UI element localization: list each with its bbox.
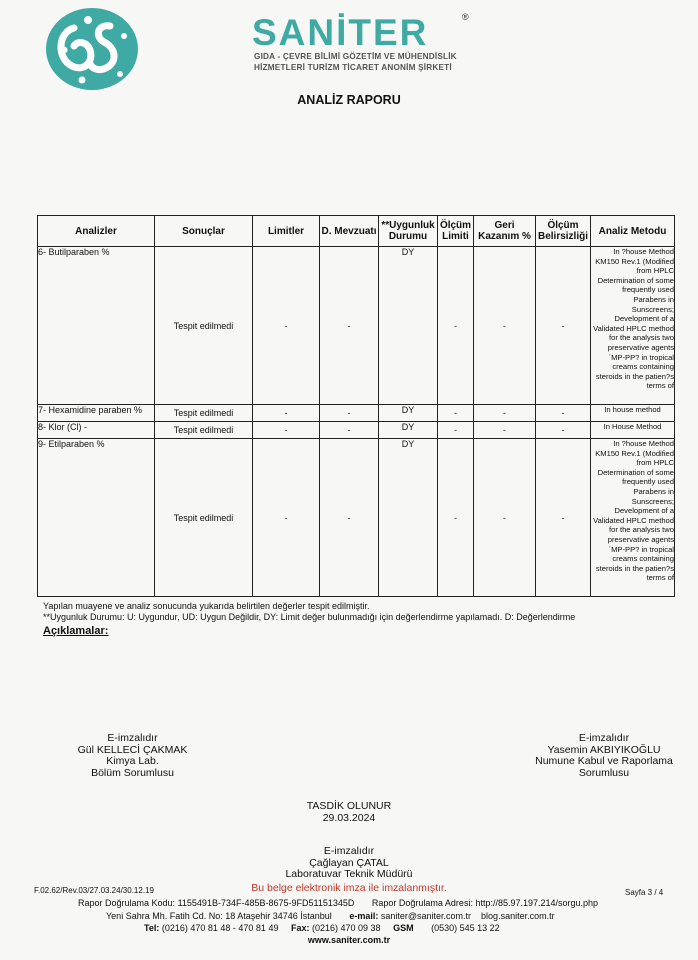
method-cell: In House Method — [591, 422, 675, 439]
header-cell: Analizler — [38, 216, 155, 247]
conformity-cell: DY — [379, 247, 438, 405]
result-cell: Tespit edilmedi — [155, 439, 253, 597]
conformity-cell: DY — [379, 422, 438, 439]
header-cell: D. Mevzuatı — [320, 216, 379, 247]
measurement-limit-cell: - — [438, 247, 474, 405]
result-note: Yapılan muayene ve analiz sonucunda yukarıda belirtilen değerler tespit edilmiştir. — [43, 601, 370, 611]
header-cell: Geri Kazanım % — [474, 216, 536, 247]
recovery-cell: - — [474, 247, 536, 405]
table-row — [38, 247, 675, 405]
regulation-cell: - — [320, 439, 379, 597]
registered-mark: ® — [462, 12, 469, 22]
limit-cell: - — [253, 405, 320, 422]
method-cell: In house method — [591, 405, 675, 422]
verification-line: Rapor Doğrulama Kodu: 1155491B-734F-485B-8675-9FD51151345D Rapor Doğrulama Adresi: http://85.97.197.214/sorgu.php — [78, 898, 599, 908]
blog-link[interactable]: blog.saniter.com.tr — [481, 911, 555, 921]
analysis-name: 7- Hexamidine paraben % — [38, 405, 155, 422]
recovery-cell: - — [474, 439, 536, 597]
analysis-name: 6- Butilparaben % — [38, 247, 155, 405]
limit-cell: - — [253, 439, 320, 597]
conformity-legend: **Uygunluk Durumu: U: Uygundur, UD: Uygun Değildir, DY: Limit değer bulunmadığı için değerlendirme yapılamadı. D: Değerlendirme — [43, 612, 576, 622]
regulation-cell: - — [320, 422, 379, 439]
table-row — [38, 422, 675, 439]
e-signature-notice: Bu belge elektronik imza ile imzalanmıştır. — [251, 882, 447, 894]
recovery-cell: - — [474, 422, 536, 439]
uncertainty-cell: - — [536, 422, 591, 439]
brand-name: SANİTER — [252, 12, 429, 53]
company-tagline: GIDA - ÇEVRE BİLİMİ GÖZETİM VE MÜHENDİSLİK HİZMETLERİ TURİZM TİCARET ANONİM ŞİRKETİ — [254, 52, 457, 72]
recovery-cell: - — [474, 405, 536, 422]
analysis-name: 9- Etilparaben % — [38, 439, 155, 597]
contact-line: Tel: (0216) 470 81 48 - 470 81 49 Fax: (0216) 470 09 38 GSM (0530) 545 13 22 — [144, 923, 500, 933]
email-link[interactable]: saniter@saniter.com.tr — [380, 911, 472, 921]
limit-cell: - — [253, 422, 320, 439]
conformity-cell: DY — [379, 405, 438, 422]
signature-center: E-imzalıdır Çağlayan ÇATAL Laboratuvar Teknik Müdürü — [285, 845, 413, 880]
limit-cell: - — [253, 247, 320, 405]
address-line: Yeni Sahra Mh. Fatih Cd. No: 18 Ataşehir 34746 İstanbul e-mail: saniter@saniter.com.tr blog.saniter.com.tr — [106, 911, 555, 921]
regulation-cell: - — [320, 247, 379, 405]
company-logo — [44, 6, 140, 92]
result-cell: Tespit edilmedi — [155, 247, 253, 405]
uncertainty-cell: - — [536, 439, 591, 597]
table-header-row — [38, 216, 675, 247]
page-number: Sayfa 3 / 4 — [625, 888, 664, 897]
results-table — [37, 215, 675, 597]
header-cell: Sonuçlar — [155, 216, 253, 247]
method-cell: In ?house Method KM150 Rev.1 (Modified from HPLC Determination of some frequently used Parabens in Sunscreens; Development of a Validated HPLC method for the analysis two preservative agents ´MP-PP? in tropical creams containing steroids in the patien?s terms of — [591, 439, 675, 597]
header-cell: Limitler — [253, 216, 320, 247]
table-row — [38, 405, 675, 422]
report-title: ANALİZ RAPORU — [297, 93, 401, 107]
uncertainty-cell: - — [536, 405, 591, 422]
approval-block: TASDİK OLUNUR 29.03.2024 — [306, 800, 392, 824]
remarks-heading: Açıklamalar: — [43, 625, 109, 637]
analysis-name: 8- Klor (Cl) - — [38, 422, 155, 439]
verification-link[interactable]: http://85.97.197.214/sorgu.php — [475, 898, 599, 908]
table-row — [38, 439, 675, 597]
signature-right: E-imzalıdır Yasemin AKBIYIKOĞLU Numune Kabul ve Raporlama Sorumlusu — [535, 732, 673, 779]
uncertainty-cell: - — [536, 247, 591, 405]
measurement-limit-cell: - — [438, 422, 474, 439]
result-cell: Tespit edilmedi — [155, 405, 253, 422]
header-cell: Ölçüm Belirsizliği — [536, 216, 591, 247]
result-cell: Tespit edilmedi — [155, 422, 253, 439]
measurement-limit-cell: - — [438, 439, 474, 597]
header-cell: Analiz Metodu — [591, 216, 675, 247]
conformity-cell: DY — [379, 439, 438, 597]
method-cell: In ?house Method KM150 Rev.1 (Modified from HPLC Determination of some frequently used Parabens in Sunscreens; Development of a Validated HPLC method for the analysis two preservative agents ´MP-PP? in tropical creams containing steroids in the patien?s terms of — [591, 247, 675, 405]
regulation-cell: - — [320, 405, 379, 422]
website-link[interactable]: www.saniter.com.tr — [307, 935, 391, 945]
signature-left: E-imzalıdır Gül KELLECİ ÇAKMAK Kimya Lab. Bölüm Sorumlusu — [77, 732, 188, 779]
header-cell: **Uygunluk Durumu — [379, 216, 438, 247]
header-cell: Ölçüm Limiti — [438, 216, 474, 247]
measurement-limit-cell: - — [438, 405, 474, 422]
form-code: F.02.62/Rev.03/27.03.24/30.12.19 — [34, 886, 154, 895]
